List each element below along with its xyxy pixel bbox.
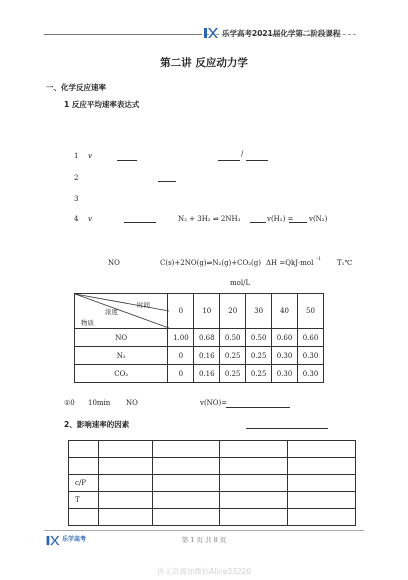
table-row: [75, 329, 324, 347]
table-cell: 0.30: [272, 347, 298, 365]
row-label: CO₂: [75, 365, 168, 383]
table-row: [69, 475, 356, 492]
problem-no-label: NO: [108, 259, 120, 267]
footer-page-number: 第 1 页 共 8 页: [181, 536, 227, 544]
table-cell: 0.60: [298, 329, 324, 347]
table-header-cell: 50: [298, 294, 324, 329]
table-cell: [220, 475, 288, 492]
section2-heading: 2、影响速率的因素: [64, 420, 130, 429]
table-cell: [152, 458, 220, 475]
line1-number: 1: [74, 152, 79, 160]
q1-time: 10min: [88, 399, 111, 407]
row-label: [69, 458, 99, 475]
table-row: [69, 458, 356, 475]
page-title: 第二讲 反应动力学: [160, 57, 248, 69]
line4-vn2: v(N₂): [309, 215, 328, 223]
line4-reaction: N₂ + 3H₂ ⇌ 2NH₃: [178, 215, 241, 223]
line4-v: v: [88, 215, 92, 223]
table-cell: [152, 509, 220, 526]
table-cell: [220, 441, 288, 458]
table-cell: 0.50: [246, 329, 272, 347]
table-row: [69, 441, 356, 458]
table-cell: [152, 475, 220, 492]
q1-species: NO: [126, 399, 138, 407]
table-cell: [288, 509, 356, 526]
table-cell: 1.00: [168, 329, 194, 347]
table-cell: 0: [168, 347, 194, 365]
table-cell: [220, 509, 288, 526]
section1-heading: 一、化学反应速率: [46, 83, 106, 92]
diag-label-time: 时间: [137, 301, 150, 309]
line2-number: 2: [74, 174, 79, 182]
line3-number: 3: [74, 195, 79, 203]
table-header-cell: 0: [168, 294, 194, 329]
table-cell: 0.30: [298, 365, 324, 383]
section1-subheading: 1 反应平均速率表达式: [64, 100, 140, 109]
line1-slash: /: [241, 150, 244, 158]
diag-label-concentration: 浓度: [105, 308, 118, 316]
line4-vh2: v(H₂) =: [267, 215, 294, 223]
line1-v: v: [88, 152, 92, 160]
line4-blank-b: [250, 222, 266, 223]
footer-rule: [44, 530, 364, 531]
table-row: [75, 365, 324, 383]
factors-table: [68, 440, 356, 526]
table-cell: 0.30: [298, 347, 324, 365]
row-label: N₂: [75, 347, 168, 365]
line4-blank-c: [289, 222, 307, 223]
table-cell: 0: [168, 365, 194, 383]
section2-blank: [246, 428, 328, 429]
table-cell: 0.30: [272, 365, 298, 383]
watermark-text: 讲义资源加微信Alice33220: [156, 567, 252, 576]
line4-blank-a: [124, 222, 156, 223]
row-label: [69, 441, 99, 458]
row-label: [69, 509, 99, 526]
table-row: [75, 347, 324, 365]
table-cell: 0.25: [246, 365, 272, 383]
table-cell: 0.50: [220, 329, 246, 347]
problem-temperature: T₁℃: [337, 259, 353, 267]
table-cell: 0.25: [246, 347, 272, 365]
brand-logo-icon: [204, 27, 218, 39]
table-cell: [152, 441, 220, 458]
table-cell: 0.25: [220, 365, 246, 383]
q1-number: ①0: [64, 399, 75, 407]
header-rule: [44, 34, 202, 35]
table-cell: [288, 475, 356, 492]
header-brand-text: 乐学高考2021届化学第二阶段课程: [222, 29, 341, 38]
table-cell: [98, 492, 152, 509]
table-cell: 0.68: [194, 329, 220, 347]
table-cell: 0.16: [194, 347, 220, 365]
diagonal-header-cell: [75, 294, 168, 329]
line4-number: 4: [74, 215, 79, 223]
table-cell: [152, 492, 220, 509]
q1-expression: v(NO)=: [200, 399, 228, 407]
table-cell: 0.60: [272, 329, 298, 347]
q1-answer-blank: [226, 407, 290, 408]
concentration-table: [74, 293, 324, 383]
problem-reaction: C(s)+2NO(g)⇌N₂(g)+CO₂(g): [160, 259, 261, 267]
table-cell: [288, 441, 356, 458]
line1-blank-b: [218, 160, 240, 161]
row-label: NO: [75, 329, 168, 347]
row-label: T: [69, 492, 99, 509]
table-cell: [288, 458, 356, 475]
table-header-cell: 20: [220, 294, 246, 329]
table-cell: [288, 492, 356, 509]
table-cell: [98, 441, 152, 458]
table-header-cell: 40: [272, 294, 298, 329]
table-cell: 0.25: [220, 347, 246, 365]
line2-blank: [158, 181, 176, 182]
row-label: c/P: [69, 475, 99, 492]
table-cell: 0.16: [194, 365, 220, 383]
footer-logo-text: 乐学高考: [62, 536, 87, 543]
table-header-cell: 30: [246, 294, 272, 329]
table-row: [69, 492, 356, 509]
table-header-row: [75, 294, 324, 329]
problem-enthalpy: ΔH =QkJ·mol: [266, 259, 314, 267]
problem-unit: mol/L: [230, 279, 251, 287]
problem-enthalpy-superscript: -1: [316, 256, 321, 262]
table-cell: [98, 475, 152, 492]
table-header-cell: 10: [194, 294, 220, 329]
line1-blank-a: [117, 160, 137, 161]
table-cell: [98, 458, 152, 475]
line1-blank-c: [246, 160, 268, 161]
table-row: [69, 509, 356, 526]
diag-label-substance: 物质: [81, 319, 94, 327]
table-cell: [98, 509, 152, 526]
table-cell: [220, 492, 288, 509]
table-cell: [220, 458, 288, 475]
